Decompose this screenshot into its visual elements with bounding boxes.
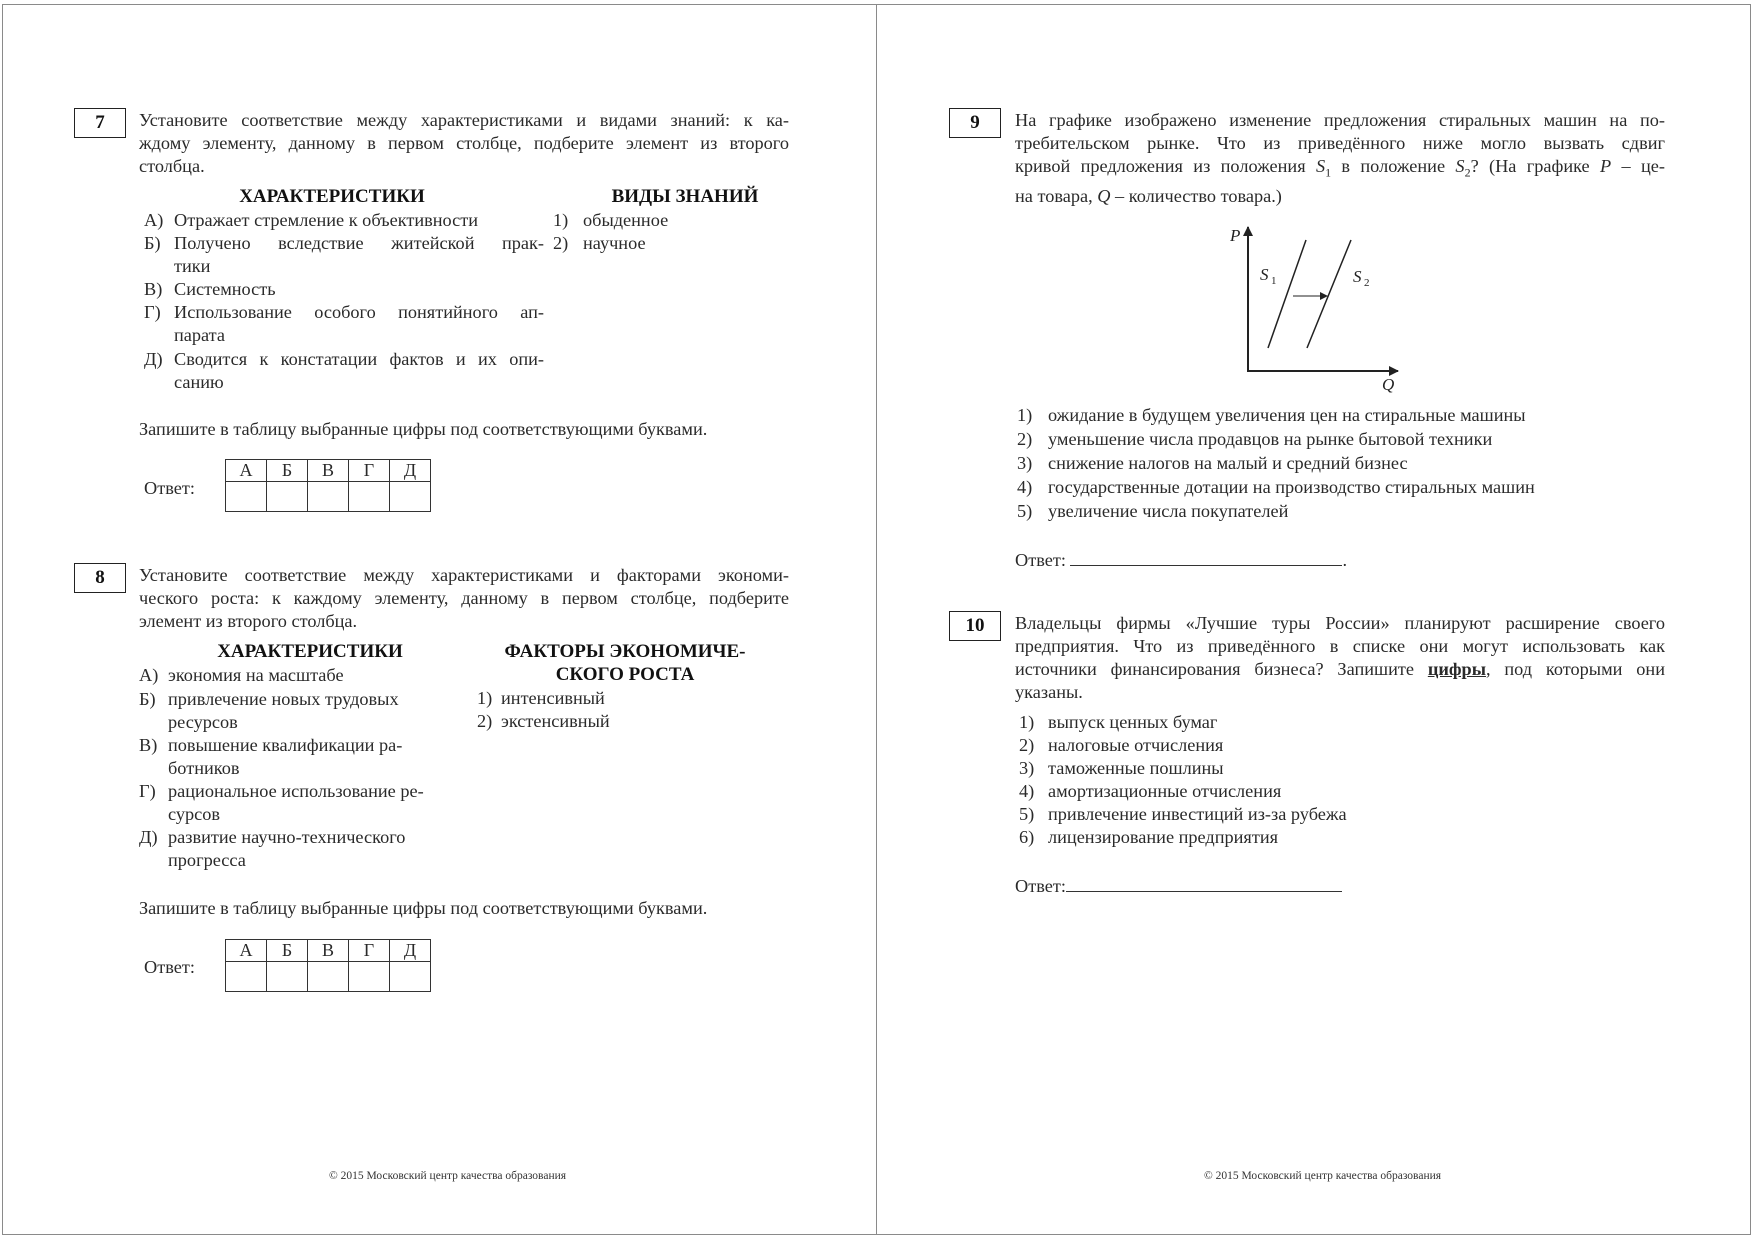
- q8-item-d: Г) рациональное использование ре- сурсов: [139, 781, 424, 824]
- q10-answer: [1015, 873, 1342, 898]
- q8-item-e: Д) развитие научно-технического прогресса: [139, 827, 406, 870]
- q8-prompt-line-2: ческого роста: к каждому элементу, данному в первом столбце, подберите: [139, 588, 789, 608]
- q8-item-a: А) экономия на масштабе: [139, 665, 344, 685]
- q7-option-1: 1) обыденное: [553, 210, 669, 230]
- q8-option-2: 2) экстенсивный: [477, 711, 610, 731]
- q9-answer: Ответ: .: [1015, 547, 1347, 572]
- q7-item-b: Б) Получено вследствие житейской прак- тики: [144, 233, 544, 276]
- left-footer: © 2015 Московский центр качества образования: [329, 1170, 567, 1182]
- q9-prompt-line-3: кривой предложения из положения $S_1$ в положение $S_2$? (На графике P – це-: [1015, 156, 1665, 180]
- q7-col-c: В: [308, 460, 349, 482]
- question-9-prompt: [1015, 109, 1665, 208]
- q9-option-3: 3) снижение налогов на малый и средний бизнес: [1017, 453, 1408, 473]
- q7-item-e: Д) Сводится к констатации фактов и их опи- санию: [144, 349, 544, 392]
- s1-subscript: 1: [1271, 275, 1277, 287]
- q9-prompt-line-2: требительском рынке. Что из приведённого ниже могло вызвать сдвиг: [1015, 133, 1665, 153]
- q7-prompt-line-3: столбца.: [139, 156, 205, 176]
- q10-option-4: 4) амортизационные отчисления: [1019, 781, 1282, 801]
- q10-prompt-line-1: Владельцы фирмы «Лучшие туры России» планируют расширение своего: [1015, 613, 1665, 633]
- q8-answer-cell-c[interactable]: [308, 962, 349, 992]
- q10-option-5: 5) привлечение инвестиций из-за рубежа: [1019, 804, 1347, 824]
- q8-answer-cell-b[interactable]: [267, 962, 308, 992]
- q10-prompt-line-4: указаны.: [1015, 682, 1083, 702]
- q10-option-1: 1) выпуск ценных бумаг: [1019, 712, 1218, 732]
- q7-answer-cell-a[interactable]: [226, 482, 267, 512]
- q8-column-2-heading: ФАКТОРЫ ЭКОНОМИЧЕ- СКОГО РОСТА: [504, 641, 746, 685]
- q8-item-c: В) повышение квалификации ра- ботников: [139, 735, 403, 778]
- q9-option-5: 5) увеличение числа покупателей: [1017, 501, 1289, 521]
- q10-option-2: 2) налоговые отчисления: [1019, 735, 1224, 755]
- question-8-prompt: [139, 564, 789, 633]
- q8-prompt-line-3: элемент из второго столбца.: [139, 611, 358, 631]
- s2-subscript: 2: [1364, 277, 1370, 289]
- supply-shift-graph: [1230, 222, 1410, 397]
- supply-curve-s1: [1268, 240, 1306, 348]
- q8-answer-cell-a[interactable]: [226, 962, 267, 992]
- q7-answer-label: Ответ:: [144, 478, 195, 498]
- q8-col-b: Б: [267, 940, 308, 962]
- q9-answer-label: Ответ:: [1015, 550, 1066, 570]
- q10-answer-label: Ответ:: [1015, 876, 1066, 896]
- question-8-number: 8: [74, 563, 126, 593]
- q10-answer-line[interactable]: [1066, 873, 1342, 892]
- supply-curve-s2: [1307, 240, 1351, 348]
- q7-instruction: Запишите в таблицу выбранные цифры под соответствующими буквами.: [139, 419, 708, 439]
- q8-answer-table: [225, 939, 431, 992]
- right-footer: © 2015 Московский центр качества образования: [1204, 1170, 1442, 1182]
- q9-answer-line[interactable]: [1070, 547, 1342, 566]
- q9-option-2: 2) уменьшение числа продавцов на рынке бытовой техники: [1017, 429, 1493, 449]
- q9-prompt-line-4: на товара, Q – количество товара.): [1015, 185, 1282, 206]
- q7-column-1-heading: ХАРАКТЕРИСТИКИ: [239, 186, 425, 207]
- q7-item-c: В) Системность: [144, 279, 276, 299]
- q10-prompt-line-3: источники финансирования бизнеса? Запишите цифры, под которыми они: [1015, 659, 1665, 679]
- q7-answer-cell-c[interactable]: [308, 482, 349, 512]
- y-axis-label: P: [1230, 226, 1241, 245]
- q7-prompt-line-1: Установите соответствие между характеристиками и видами знаний: к ка-: [139, 110, 789, 130]
- q7-answer-cell-d[interactable]: [349, 482, 390, 512]
- q7-col-d: Г: [349, 460, 390, 482]
- x-axis-label: Q: [1382, 375, 1395, 394]
- q7-prompt-line-2: ждому элементу, данному в первом столбце, подберите элемент из второго: [139, 133, 789, 153]
- q7-col-e: Д: [390, 460, 431, 482]
- q8-answer-cell-e[interactable]: [390, 962, 431, 992]
- q10-prompt-line-2: предприятия. Что из приведённого в списке они могут использовать как: [1015, 636, 1665, 656]
- q7-col-b: Б: [267, 460, 308, 482]
- q7-answer-cell-b[interactable]: [267, 482, 308, 512]
- q8-col-c: В: [308, 940, 349, 962]
- q8-col-a: А: [226, 940, 267, 962]
- q8-column-1-heading: ХАРАКТЕРИСТИКИ: [217, 641, 403, 662]
- q7-item-a: А) Отражает стремление к объективности: [144, 210, 479, 230]
- question-9-number: 9: [949, 108, 1001, 138]
- q7-item-d: Г) Использование особого понятийного ап- парата: [144, 302, 544, 345]
- q7-col-a: А: [226, 460, 267, 482]
- q10-option-3: 3) таможенные пошлины: [1019, 758, 1224, 778]
- q7-option-2: 2) научное: [553, 233, 646, 253]
- q8-answer-cell-d[interactable]: [349, 962, 390, 992]
- q8-option-1: 1) интенсивный: [477, 688, 605, 708]
- q9-option-4: 4) государственные дотации на производство стиральных машин: [1017, 477, 1535, 497]
- question-7-prompt: [139, 109, 789, 178]
- q8-col-d: Г: [349, 940, 390, 962]
- q7-column-2-heading: ВИДЫ ЗНАНИЙ: [611, 186, 759, 207]
- q8-answer-label: Ответ:: [144, 957, 195, 977]
- q10-option-6: 6) лицензирование предприятия: [1019, 827, 1279, 847]
- s2-label: S: [1353, 267, 1362, 286]
- q7-answer-table: [225, 459, 431, 512]
- page-divider: [876, 4, 877, 1235]
- question-10-number: 10: [949, 611, 1001, 641]
- q8-col-e: Д: [390, 940, 431, 962]
- q9-prompt-line-1: На графике изображено изменение предложения стиральных машин на по-: [1015, 110, 1665, 130]
- question-10-prompt: [1015, 612, 1665, 704]
- q9-option-1: 1) ожидание в будущем увеличения цен на стиральные машины: [1017, 405, 1526, 425]
- q7-answer-cell-e[interactable]: [390, 482, 431, 512]
- q8-item-b: Б) привлечение новых трудовых ресурсов: [139, 689, 399, 732]
- question-7-number: 7: [74, 108, 126, 138]
- s1-label: S: [1260, 265, 1269, 284]
- q8-prompt-line-1: Установите соответствие между характеристиками и факторами экономи-: [139, 565, 789, 585]
- q8-instruction: Запишите в таблицу выбранные цифры под соответствующими буквами.: [139, 898, 708, 918]
